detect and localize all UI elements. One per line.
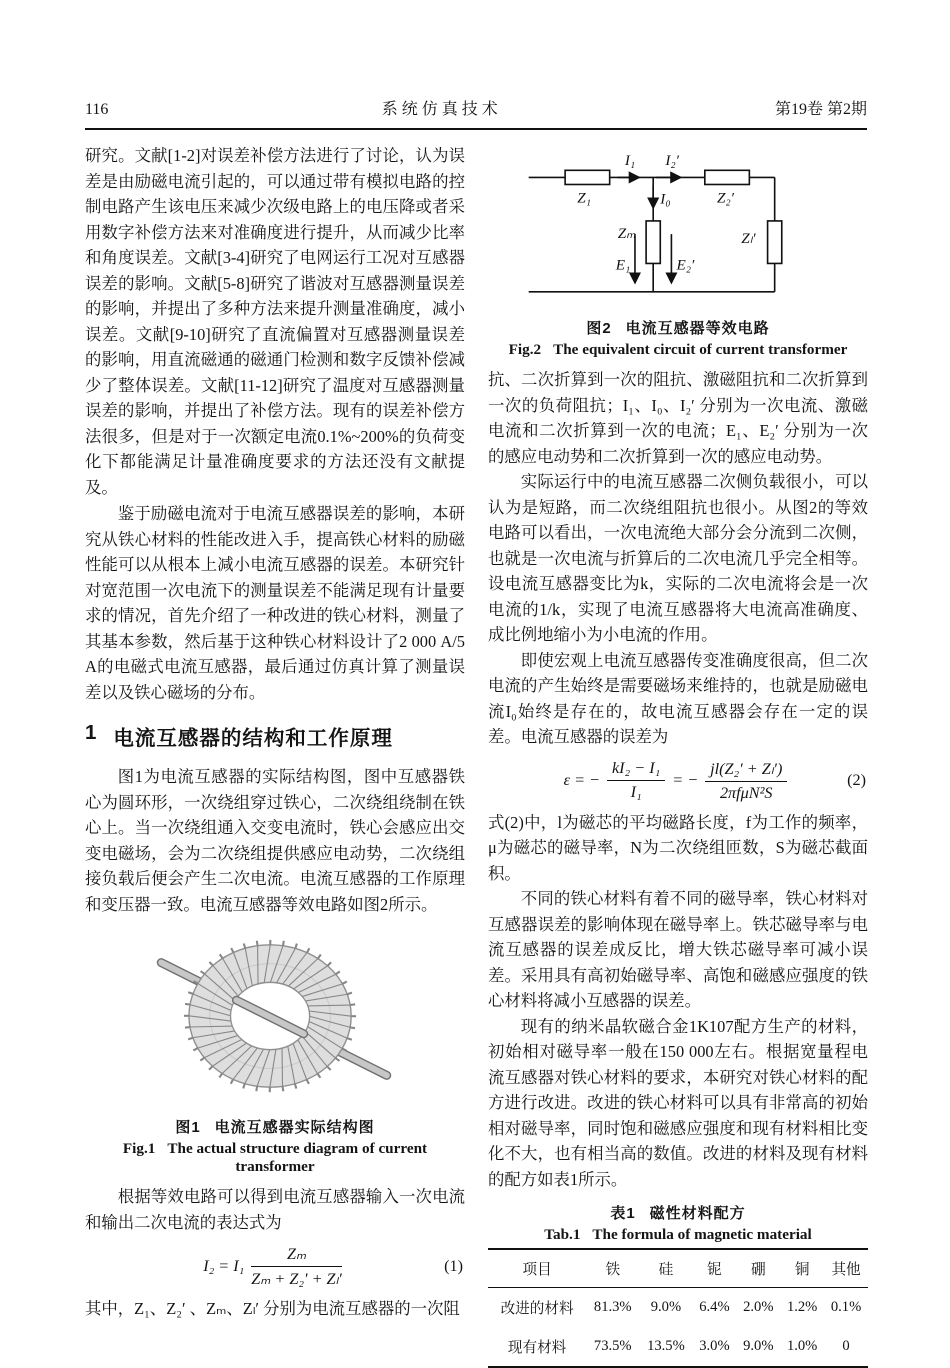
table-1-caption-zh: 表1 磁性材料配方 [488,1202,868,1223]
formula-2-tag: (2) [847,771,866,790]
figure-2-caption-zh: 图2 电流互感器等效电路 [488,317,868,338]
figure-1-image-wrap [141,925,409,1113]
col-header-niobium: 铌 [693,1249,737,1288]
label-zl: Zₗ′ [741,230,756,247]
formula-1-fraction: $\frac{\text{Zₘ}}{\text{Zₘ + Z₂′ + Zₗ′}}$ [251,1244,342,1289]
zm-impedance-box [646,221,660,264]
label-i2: I₂′ [664,152,679,169]
paragraph-where: 其中，Z₁、Z₂′ 、Zₘ、Zₗ′ 分别为电流互感器的一次阻 [85,1296,465,1322]
formula-1-lhs: I₂ = I₁ [203,1257,244,1276]
paragraph-equivalent: 根据等效电路可以得到电流互感器输入一次电流和输出二次电流的表达式为 [85,1184,465,1235]
formula-2-lhs: ε = − [564,771,600,790]
z2-impedance-box [704,170,749,184]
table-1-block [488,1202,868,1368]
left-column [85,143,465,1368]
page-number: 116 [85,101,108,119]
col-header-silicon: 硅 [639,1249,692,1288]
right-column [488,143,868,1368]
col-header-other: 其他 [824,1249,868,1288]
figure-1-caption-en: Fig.1 The actual structure diagram of current transformer [85,1140,465,1176]
figure-2-caption-en: Fig.2 The equivalent circuit of current transformer [488,341,868,359]
figure-1 [85,925,465,1176]
paragraph-intro-continued: 研究。文献[1-2]对误差补偿方法进行了讨论，认为误差是由励磁电流引起的，可以通过带有模拟电路的控制电路产生该电压来减少次级电路上的电压降或者采用数字补偿方法来对准确度进行提升，从而减少比率和角度误差。文献[3-4]研究了电网运行工况对互感器误差的影响。文献[5-8]研究了谐波对互感器测量误差的影响，并提出了多种方法来提升测量准确度，减小误差。文献[9-10]研究了直流偏置对互感器测量误差的影响，用直流磁通的磁通门检测和数字反馈补偿减少了整体误差。文献[11-12]研究了温度对互感器测量误差的影响，并提出了补偿方法。现有的误差补偿方法很多，但是对于一次额定电流0.1%~200%的负荷变化下都能满足计量准确度要求的方法还没有文献提及。 [85,143,465,500]
section-title: 电流互感器的结构和工作原理 [113,721,393,751]
figure-1-caption-zh: 图1 电流互感器实际结构图 [85,1116,465,1137]
figure-2-image-wrap [506,145,851,314]
label-zm: Zₘ [617,225,635,242]
col-header-item: 项目 [488,1249,586,1288]
table-row-existing-material: 现有材料 73.5% 13.5% 3.0% 9.0% 1.0% 0 [488,1327,868,1367]
zl-impedance-box [767,221,781,264]
label-z1: Z₁ [577,190,591,207]
issue-label: 第19卷 第2期 [775,96,867,119]
paragraph-structure: 图1为电流互感器的实际结构图，图中互感器铁心为圆环形，一次绕组穿过铁心，二次绕组绕制在铁心上。当一次绕组通入交变电流时，铁心会感应出交变电磁场，会为二次绕组提供感应电动势，二次绕组接负载后便会产生二次电流。电流互感器的工作原理和变压器一致。电流互感器等效电路如图2所示。 [85,764,465,917]
z1-impedance-box [565,170,610,184]
label-e2: E₂′ [675,257,695,274]
magnetic-material-table [488,1248,868,1368]
section-number: 1 [85,721,97,751]
label-i1: I₁ [623,152,634,169]
col-header-iron: 铁 [586,1249,639,1288]
paragraph-operation: 实际运行中的电流互感器二次侧负载很小，可以认为是短路，而二次绕组阻抗也很小。从图2的等效电路可以看出，一次电流绝大部分会分流到二次侧，也就是一次电流与折算后的二次电流几乎完全相等。设电流互感器变比为k，实际的二次电流将会是一次电流的1/k，实现了电流互感器将大电流高准确度、成比例地缩小为小电流的作用。 [488,469,868,648]
formula-1 [85,1244,465,1289]
label-z2: Z₂′ [716,190,734,207]
paragraph-material-improve: 现有的纳米晶软磁合金1K107配方生产的材料，初始相对磁导率一般在150 000左右。根据宽量程电流互感器对铁心材料的要求，本研究对铁心材料的配方进行改进。改进的铁心材料可以具有非常高的初始相对磁导率，同时饱和磁感应强度和现有材料相比变化不大，也有相当高的数值。改进的材料及现有材料的配方如表1所示。 [488,1014,868,1193]
paragraph-motivation: 鉴于励磁电流对于电流互感器误差的影响，本研究从铁心材料的性能改进入手，提高铁心材料的励磁性能可以从根本上减小电流互感器的误差。本研究针对宽范围一次电流下的测量误差不能满足现有计量要求的情况，首先介绍了一种改进的铁心材料，测量了其基本参数，然后基于这种铁心材料设计了2 000 A/5 A的电磁式电流互感器，最后通过仿真计算了测量误差以及铁心磁场的分布。 [85,501,465,705]
formula-1-tag: (1) [444,1257,463,1276]
label-e1: E₁ [614,257,630,274]
label-i0: I₀ [659,191,670,208]
table-row-improved-material: 改进的材料 81.3% 9.0% 6.4% 2.0% 1.2% 0.1% [488,1288,868,1328]
toroid-transformer-image [141,925,409,1108]
col-header-copper: 铜 [780,1249,824,1288]
section-1-heading [85,721,465,751]
paragraph-error-source: 即使宏观上电流互感器传变准确度很高，但二次电流的产生始终是需要磁场来维持的，也就是励磁电流I₀始终是存在的，故电流互感器会存在一定的误差。电流互感器的误差为 [488,648,868,750]
figure-2 [488,145,868,359]
formula-2-fraction-2: $\frac{\text{jl(Z₂′ + Zₗ′)}}{\text{2πfμN²S}}$ [705,759,787,803]
table-1-caption-en: Tab.1 The formula of magnetic material [488,1226,868,1244]
journal-title: 系统仿真技术 [382,96,502,119]
paragraph-impedance-continued: 抗、二次折算到一次的阻抗、激磁阻抗和二次折算到一次的负荷阻抗；I₁、I₀、I₂′ 分别为一次电流、激磁电流和二次折算到一次的电流；E₁、E₂′ 分别为一次的感应电动势和二次折算到一次的感应电动势。 [488,367,868,469]
paragraph-formula2-note: 式(2)中，l为磁芯的平均磁路长度，f为工作的频率，μ为磁芯的磁导率，N为二次绕组匝数，S为磁芯截面积。 [488,810,868,887]
formula-2-fraction-1: $\frac{\text{kI₂ − I₁}}{\text{I₁}}$ [607,759,665,802]
table-header-row [488,1249,868,1288]
paragraph-material-permeability: 不同的铁心材料有着不同的磁导率，铁心材料对互感器误差的影响体现在磁导率上。铁芯磁导率与电流互感器的误差成反比，增大铁芯磁导率可减小误差。采用具有高初始磁导率、高饱和磁感应强度的铁心材料将减小互感器的误差。 [488,886,868,1014]
two-column-body [85,143,868,1368]
page-header [85,96,867,130]
formula-2-mid: = − [672,771,698,790]
equivalent-circuit-diagram [506,145,851,309]
col-header-boron: 硼 [736,1249,780,1288]
formula-2 [488,759,868,803]
